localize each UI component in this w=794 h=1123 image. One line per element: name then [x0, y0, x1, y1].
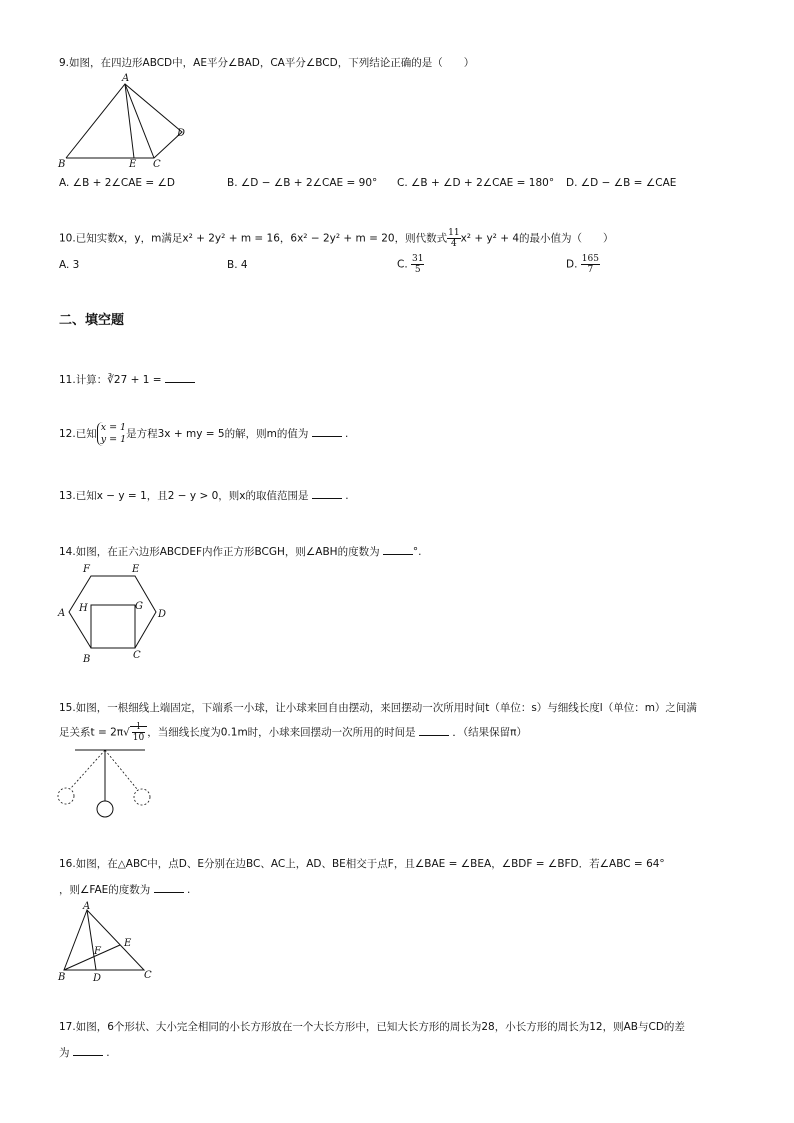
- q16-label-e: E: [124, 938, 132, 949]
- q16-label-d: D: [93, 973, 102, 984]
- q10-stem-part2: x² + y² + 4的最小值为（ ）: [460, 232, 614, 245]
- q13-answer-blank[interactable]: [312, 488, 342, 499]
- q10-stem-part1: 10.已知实数x，y，m满足x² + 2y² + m = 16，6x² − 2y² + m = 20，则代数式: [59, 232, 448, 245]
- q14-answer-blank[interactable]: [383, 544, 413, 555]
- q12-system-brace: x = 1 y = 1: [97, 422, 126, 446]
- q9-option-a[interactable]: A. ∠B + 2∠CAE = ∠D: [59, 177, 175, 189]
- question-15-line1: 15.如图，一根细线上端固定，下端系一小球，让小球来回自由摆动，来回摆动一次所用时间t（单位：s）与细线长度l（单位：m）之间满: [59, 702, 697, 714]
- q15-answer-blank[interactable]: [419, 725, 449, 736]
- question-16-line1: 16.如图，在△ABC中，点D、E分别在边BC、AC上，AD、BE相交于点F，且∠BAE = ∠BEA，∠BDF = ∠BFD．若∠ABC = 64°: [59, 858, 665, 870]
- q14-label-b: B: [83, 654, 91, 665]
- question-12: 12.已知 x = 1 y = 1 是方程3x + my = 5的解，则m的值为 .: [59, 422, 349, 445]
- q16-label-f: F: [94, 946, 101, 957]
- q17-answer-blank[interactable]: [73, 1045, 103, 1056]
- q10-option-a[interactable]: A. 3: [59, 259, 80, 271]
- q9-quadrilateral-figure: [58, 74, 198, 169]
- question-13: 13.已知x − y = 1，且2 − y > 0，则x的取值范围是 .: [59, 490, 349, 502]
- q12-suffix: 是方程3x + my = 5的解，则m的值为: [126, 428, 309, 440]
- q14-label-e: E: [132, 564, 140, 575]
- question-10-stem: [59, 228, 614, 249]
- q15-sqrt-radicand: $\frac{l}{10}$: [130, 726, 147, 739]
- q12-prefix: 12.已知: [59, 428, 97, 440]
- q16-label-a: A: [83, 901, 91, 912]
- question-11: [59, 372, 195, 387]
- q16-triangle-figure: [56, 898, 161, 988]
- q14-stem: 14.如图，在正六边形ABCDEF内作正方形BCGH，则∠ABH的度数为: [59, 546, 380, 558]
- q9-option-b[interactable]: B. ∠D − ∠B + 2∠CAE = 90°: [227, 177, 378, 189]
- q10-option-b[interactable]: B. 4: [227, 259, 248, 271]
- question-9-stem: 9.如图，在四边形ABCD中，AE平分∠BAD，CA平分∠BCD，下列结论正确的是（ ）: [59, 57, 475, 69]
- question-17-line1: 17.如图，6个形状、大小完全相同的小长方形放在一个大长方形中，已知大长方形的周长为28，小长方形的周长为12，则AB与CD的差: [59, 1021, 685, 1033]
- question-15-line2: 足关系t = 2π√ $\frac{l}{10}$ ，当细线长度为0.1m时，小球来回摆动一次所用的时间是 ．（结果保留π）: [59, 722, 527, 743]
- q16-label-b: B: [58, 972, 66, 983]
- q9-label-d: D: [177, 128, 186, 139]
- question-17-line2: 为 .: [59, 1047, 110, 1059]
- q16-answer-blank[interactable]: [154, 882, 184, 893]
- q9-label-a: A: [122, 73, 130, 84]
- question-16-line2: ，则∠FAE的度数为 .: [59, 884, 191, 896]
- q15-sqrt-symbol: √: [123, 726, 130, 739]
- q9-label-e: E: [129, 159, 137, 170]
- q16-label-c: C: [144, 970, 152, 981]
- q11-answer-blank[interactable]: [165, 372, 195, 383]
- q15-pendulum-figure: [55, 748, 160, 823]
- q10-option-d[interactable]: D. $\frac{165}{7}$: [566, 254, 599, 275]
- q9-option-c[interactable]: C. ∠B + ∠D + 2∠CAE = 180°: [397, 177, 555, 189]
- q10-option-c[interactable]: C. $\frac{31}{5}$: [397, 254, 424, 275]
- q9-label-b: B: [58, 159, 66, 170]
- q14-label-d: D: [158, 609, 167, 620]
- q14-label-c: C: [133, 650, 141, 661]
- q11-stem: 11.计算：∛27 + 1 =: [59, 374, 162, 386]
- q14-label-h: H: [79, 603, 88, 614]
- q14-hexagon-square-figure: [58, 562, 173, 667]
- q14-label-g: G: [135, 601, 143, 612]
- q9-option-d[interactable]: D. ∠D − ∠B = ∠CAE: [566, 177, 677, 189]
- section-heading: 二、填空题: [59, 313, 125, 328]
- q9-label-c: C: [153, 159, 161, 170]
- q13-stem: 13.已知x − y = 1，且2 − y > 0，则x的取值范围是: [59, 490, 309, 502]
- question-14: 14.如图，在正六边形ABCDEF内作正方形BCGH，则∠ABH的度数为 °.: [59, 546, 422, 558]
- q14-label-a: A: [58, 608, 66, 619]
- q14-label-f: F: [83, 564, 90, 575]
- q12-answer-blank[interactable]: [312, 426, 342, 437]
- q10-fraction: $\frac{11}{4}$: [448, 228, 460, 249]
